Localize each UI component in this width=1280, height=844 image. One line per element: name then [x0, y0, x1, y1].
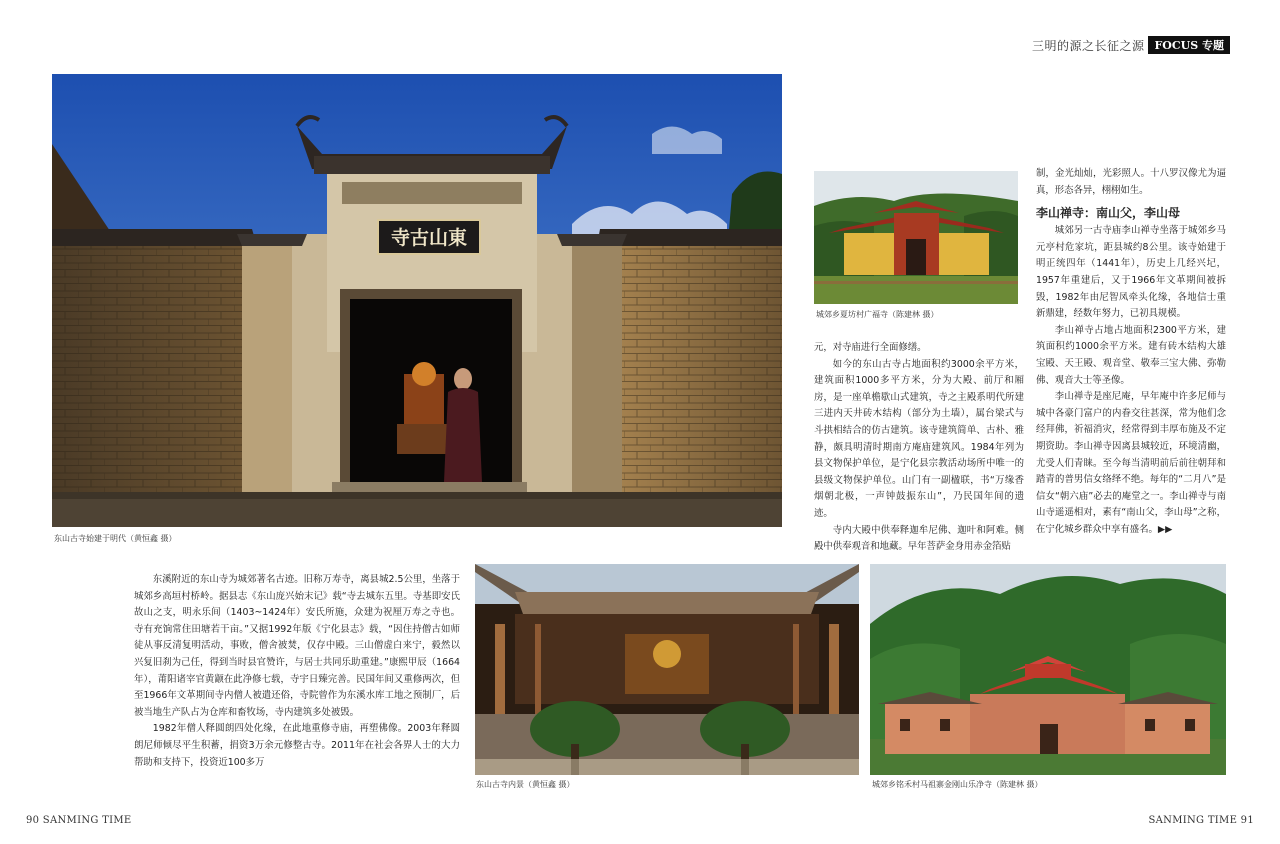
gate-plaque-text: 寺古山東 — [390, 227, 468, 249]
article-column-right — [1036, 166, 1226, 538]
section-tag: FOCUS 专题 — [1148, 36, 1230, 54]
temple-small-caption: 城郊乡夏坊村广福寺（陈建林 摄） — [816, 310, 939, 319]
section-title: 三明的源之长征之源 — [1031, 38, 1145, 53]
article-paragraph — [1036, 389, 1226, 538]
article-paragraph: 如今的东山古寺占地面积约3000余平方米，建筑面积1000多平方米，分为大殿、前厅和厢房，是一座单檐歇山式建筑，寺之主殿系明代所建三进内天井砖木结构（部分为土墙），属台梁式与斗拱相结合的仿古建筑。该寺建筑简单、古朴、雅静，颇具明清时期南方庵庙建筑风。1984年列为县文物保护单位，是宁化县宗教活动场所中唯一的县级文物保护单位。山门有一副楹联，书“万缘香烟朝北极，一声钟鼓振东山”，乃民国年间的遗迹。 — [814, 358, 1024, 519]
article-column-middle — [814, 340, 1024, 556]
temple-gate-image — [52, 74, 782, 527]
section-subheading: 李山禅寺：南山父，李山母 — [1036, 206, 1181, 221]
running-header — [1000, 36, 1230, 54]
article-paragraph: 1982年僧人释圆朗四处化缘，在此地重修寺庙，再塑佛像。2003年释圆朗尼师倾尽平生积蓄，捐资3万余元修整古寺。2011年在社会各界人士的大力帮助和支持下，投资近100多万 — [134, 723, 460, 768]
article-paragraph: 城郊另一古寺庙李山禅寺坐落于城郊乡马元亭村危家坑，距县城约8公里。该寺始建于明正统四年（1441年），历史上几经兴圮，1957年重建后，又于1966年文革期间被拆毁，1982年由尼智凤牵头化缘，各地信士重新鼎建，经数年努力，已初具规模。 — [1036, 225, 1226, 320]
main-photo-caption: 东山古寺始建于明代（黄恒鑫 摄） — [54, 534, 177, 543]
hillside-photo — [870, 564, 1226, 775]
article-column-left — [134, 572, 460, 771]
lejing-temple-image — [870, 564, 1226, 775]
article-paragraph: 元，对寺庙进行全面修缮。 — [814, 342, 927, 353]
article-paragraph: 寺内大殿中供奉释迦牟尼佛、迦叶和阿难。侧殿中供奉观音和地藏。早年菩萨金身用赤金箔贴 — [814, 524, 1024, 553]
page-number-right: SANMING TIME 91 — [1148, 815, 1254, 826]
main-photo — [52, 74, 782, 527]
article-paragraph-text: 李山禅寺是座尼庵，早年庵中许多尼师与城中各豪门富户的内眷交往甚深，常为他们念经拜佛，祈福消灾，经常得到丰厚布施及不定期资助。李山禅寺因离县城较近，环境清幽，尤受人们青睐。至今每当清明前后前往朝拜和踏青的普男信女络绎不绝。每年的“二月八”是信女“朝六庙”必去的庵堂之一。李山禅寺与南山寺遥遥相对，素有“南山父，李山母”之称，在宁化城乡群众中享有盛名。 — [1036, 391, 1226, 535]
temple-interior-image — [475, 564, 859, 775]
article-paragraph: 东溪附近的东山寺为城郊著名古迹。旧称万寿寺，离县城2.5公里，坐落于城郊乡高垣村桥岭。据县志《东山庞兴始末记》载“寺去城东五里。寺基即安氏故山之支，明永乐间（1403~1424年）安氏所施，众建为祝厘万寿之寺也。寺有充饷常住田塘若干亩。”又据1992年版《宁化县志》载，“因住持僧古如师徒从事反清复明活动，事败，僧舍被焚，仅存中殿。三山僧虚白来宁，毅然以兴复旧刹为己任，得到当时县官赞许，与居士共同乐助重建。”康熙甲辰（1664年），莆阳诸宰官黄颛在此净修七载，寺宇日臻完善。民国年间又重修两次，但至1966年文革期间寺内僧人被遣还俗，寺院曾作为东溪水库工地之预制厂，后被当地生产队占为仓库和畜牧场，寺内建筑多处被毁。 — [134, 574, 460, 718]
courtyard-caption: 东山古寺内景（黄恒鑫 摄） — [476, 780, 575, 789]
courtyard-photo — [475, 564, 859, 775]
article-paragraph: 制，金光灿灿，光彩照人。十八罗汉像尤为逼真，形态各异，栩栩如生。 — [1036, 168, 1226, 196]
end-mark-icon: ▶▶ — [1157, 523, 1173, 535]
article-paragraph: 李山禅寺占地占地面积2300平方米，建筑面积约1000余平方米。建有砖木结构大雄宝殿、天王殿、观音堂、敬奉三宝大佛、弥勒佛、观音大士等圣像。 — [1036, 324, 1226, 386]
guangfu-temple-image — [814, 171, 1018, 304]
hillside-caption: 城郊乡铭禾村马祖寨金刚山乐净寺（陈建林 摄） — [872, 780, 1043, 789]
page-number-left: 90 SANMING TIME — [26, 815, 132, 826]
temple-small-photo — [814, 171, 1018, 304]
